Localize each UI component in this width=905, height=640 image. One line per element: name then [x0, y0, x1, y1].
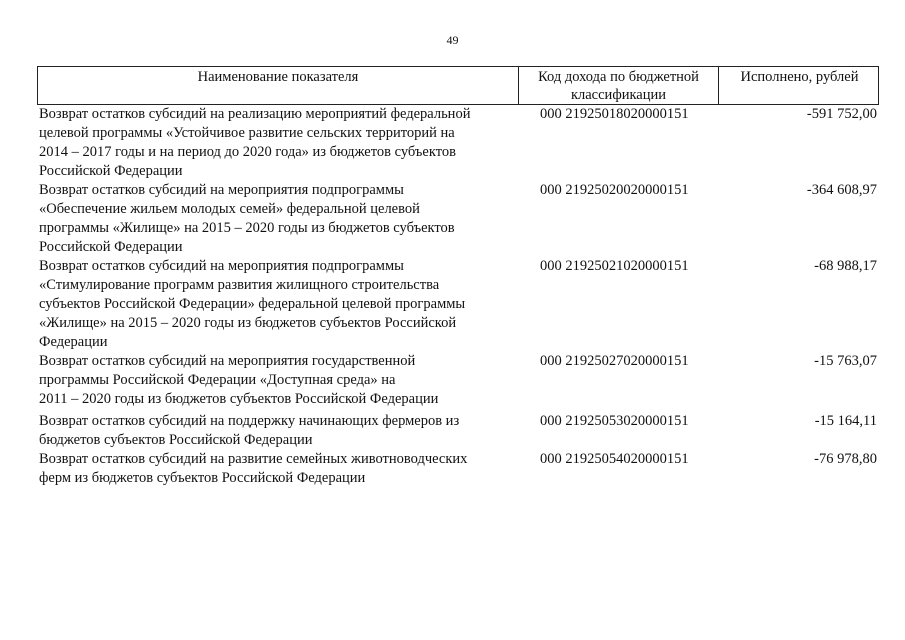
row-name: Возврат остатков субсидий на реализацию мероприятий федеральной целевой программы «Устойчивое развитие сельских территорий на 2014 – 2017 годы и на период до 2020 года» из бюджетов субъектов Российской Федерации: [39, 106, 471, 179]
row-code: 000 21925053020000151: [540, 413, 689, 429]
row-code: 000 21925020020000151: [540, 182, 689, 198]
row-name: Возврат остатков субсидий на мероприятия подпрограммы «Обеспечение жильем молодых семей» федеральной целевой программы «Жилище» на 2015 – 2020 годы из бюджетов субъектов Российской Федерации: [39, 182, 455, 255]
row-name: Возврат остатков субсидий на мероприятия подпрограммы «Стимулирование программ развития жилищного строительства субъектов Российской Федерации» федеральной целевой программы «Жилище» на 2015 – 2020 годы из бюджетов субъектов Российской Федерации: [39, 258, 466, 350]
table-row: [37, 105, 879, 181]
row-amount: -364 608,97: [806, 182, 877, 198]
row-name: Возврат остатков субсидий на развитие семейных животноводческих ферм из бюджетов субъектов Российской Федерации: [39, 451, 468, 486]
table-row: [37, 412, 879, 450]
page-number: 49: [446, 33, 459, 47]
table-row: [37, 352, 879, 409]
row-code: 000 21925018020000151: [540, 106, 689, 122]
table-row: [37, 257, 879, 352]
row-code: 000 21925027020000151: [540, 353, 689, 369]
row-name: Возврат остатков субсидий на мероприятия государственной программы Российской Федерации «Доступная среда» на 2011 – 2020 годы из бюджетов субъектов Российской Федерации: [39, 353, 439, 407]
table-header: [37, 66, 879, 105]
row-amount: -68 988,17: [814, 258, 877, 274]
header-executed: Исполнено, рублей: [718, 67, 880, 104]
table-row: [37, 181, 879, 257]
row-name: Возврат остатков субсидий на поддержку начинающих фермеров из бюджетов субъектов Российской Федерации: [39, 413, 460, 448]
budget-table: [37, 66, 879, 488]
header-name: Наименование показателя: [197, 69, 359, 85]
row-amount: -591 752,00: [806, 106, 877, 122]
header-code: Код дохода по бюджетной классификации: [518, 67, 718, 104]
row-amount: -76 978,80: [814, 451, 877, 467]
table-row: [37, 450, 879, 488]
row-code: 000 21925021020000151: [540, 258, 689, 274]
row-amount: -15 763,07: [814, 353, 877, 369]
row-code: 000 21925054020000151: [540, 451, 689, 467]
row-amount: -15 164,11: [814, 413, 877, 429]
